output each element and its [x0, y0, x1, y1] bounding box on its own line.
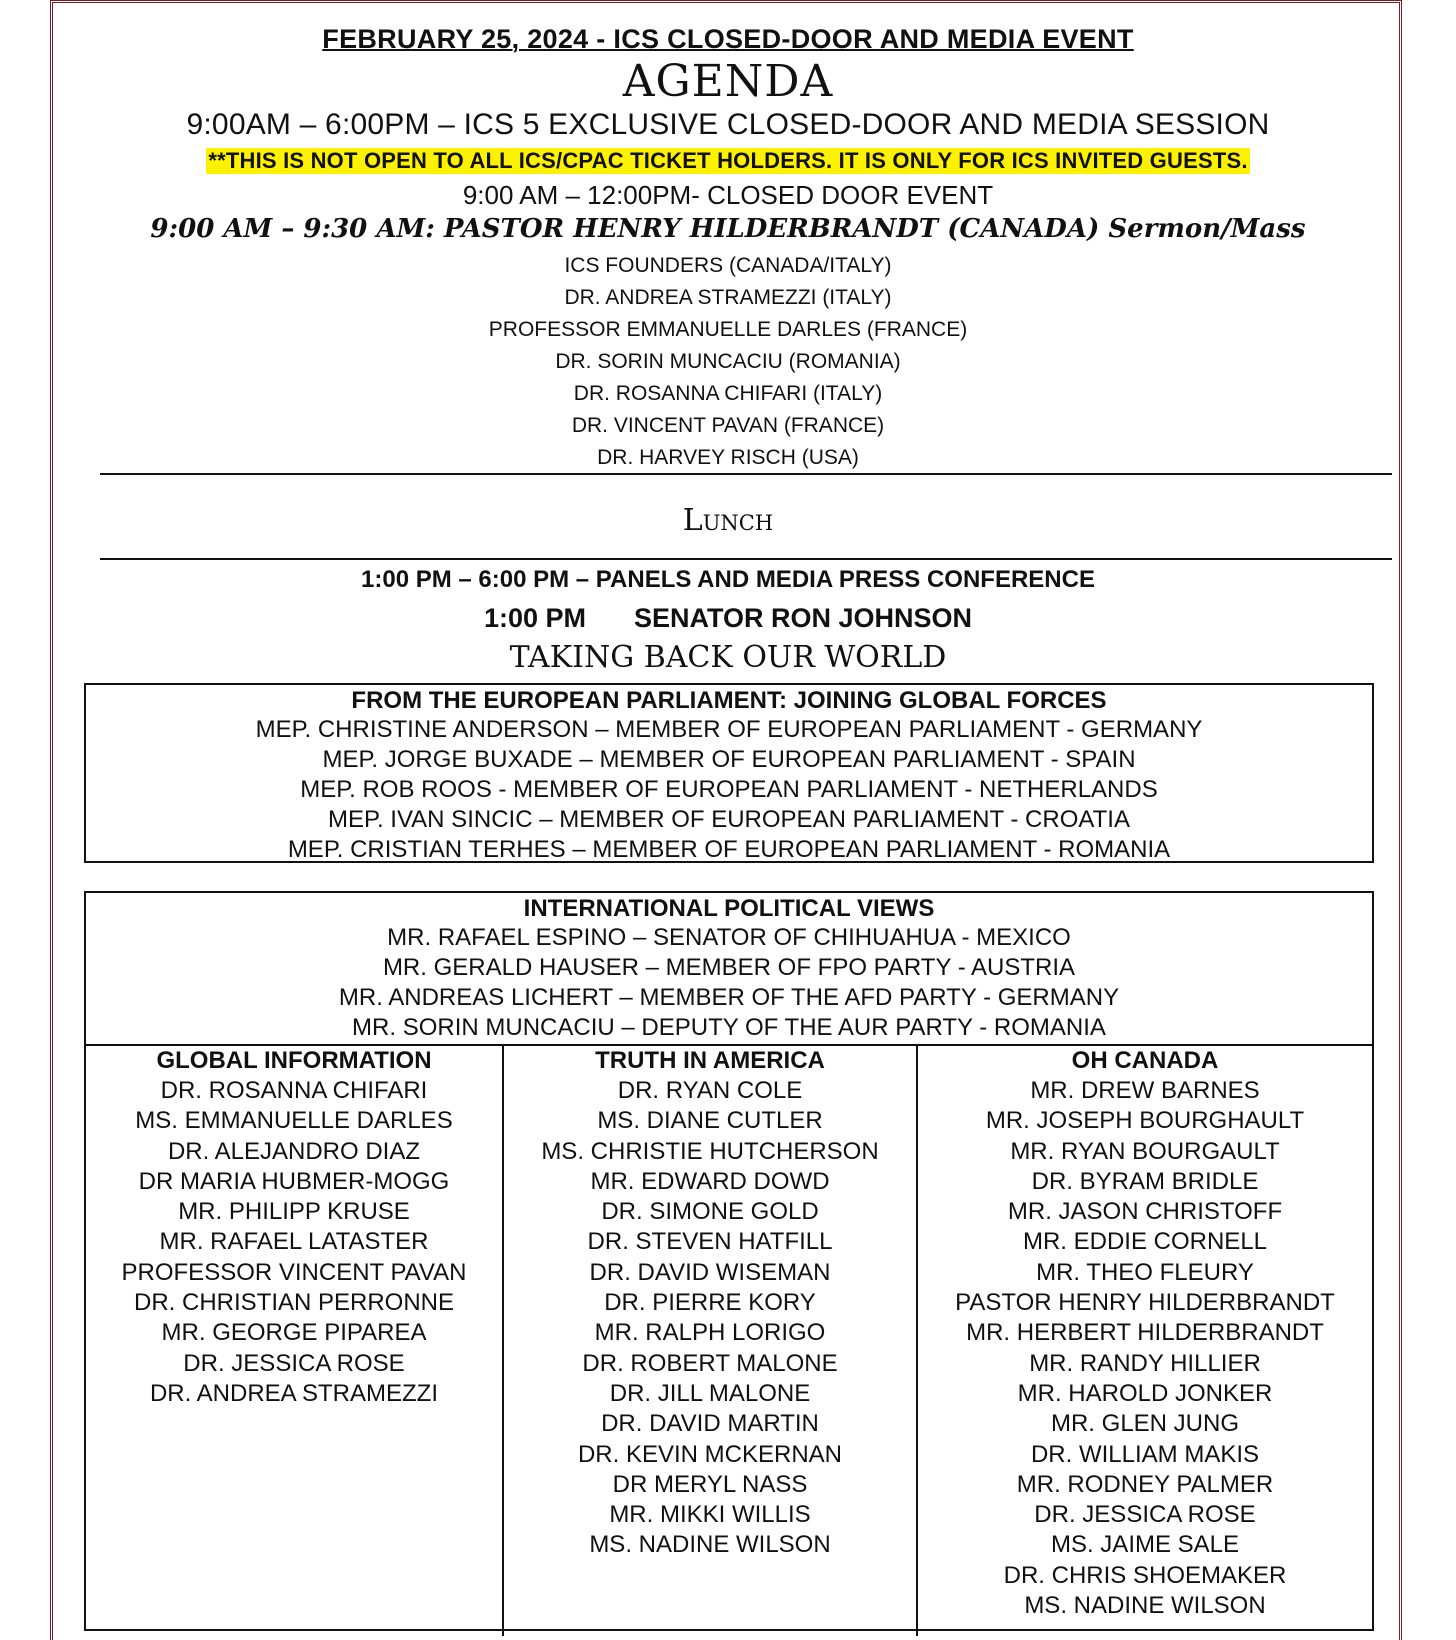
list-item: DR. KEVIN MCKERNAN: [577, 1440, 843, 1468]
list-item: MS. NADINE WILSON: [589, 1531, 831, 1559]
list-item: MEP. IVAN SINCIC – MEMBER OF EUROPEAN PARLIAMENT - CROATIA: [328, 806, 1130, 833]
list-item: DR. ALEJANDRO DIAZ: [167, 1137, 421, 1165]
divider: [100, 473, 1392, 475]
list-item: DR. BYRAM BRIDLE: [1031, 1167, 1259, 1195]
list-item: DR. SORIN MUNCACIU (ROMANIA): [555, 350, 901, 373]
column-heading: TRUTH IN AMERICA: [595, 1047, 825, 1074]
list-item: MR. RANDY HILLIER: [1029, 1349, 1261, 1377]
list-item: DR. ANDREA STRAMEZZI: [149, 1379, 439, 1407]
list-item: DR. CHRIS SHOEMAKER: [1003, 1561, 1287, 1589]
column-oh-canada: [918, 1046, 1372, 1636]
session-line: 9:00AM – 6:00PM – ICS 5 EXCLUSIVE CLOSED-DOOR AND MEDIA SESSION: [186, 108, 1270, 141]
list-item: MEP. JORGE BUXADE – MEMBER OF EUROPEAN PARLIAMENT - SPAIN: [322, 746, 1136, 773]
list-item: MEP. ROB ROOS - MEMBER OF EUROPEAN PARLIAMENT - NETHERLANDS: [300, 776, 1158, 803]
invite-only-notice: **THIS IS NOT OPEN TO ALL ICS/CPAC TICKET HOLDERS. IT IS ONLY FOR ICS INVITED GUESTS.: [208, 148, 1248, 173]
list-item: DR. DAVID MARTIN: [601, 1410, 819, 1438]
list-item: MR. JOSEPH BOURGHAULT: [985, 1107, 1305, 1135]
sermon-line: 9:00 AM – 9:30 AM: PASTOR HENRY HILDERBRANDT (CANADA) Sermon/Mass: [150, 214, 1306, 244]
list-item: DR MARIA HUBMER-MOGG: [138, 1167, 450, 1195]
list-item: MR. RALPH LORIGO: [594, 1319, 826, 1347]
list-item: MR. MIKKI WILLIS: [609, 1501, 811, 1529]
list-item: MEP. CRISTIAN TERHES – MEMBER OF EUROPEAN PARLIAMENT - ROMANIA: [287, 836, 1171, 863]
list-item: DR MERYL NASS: [612, 1470, 808, 1498]
list-item: DR. ANDREA STRAMEZZI (ITALY): [564, 286, 892, 309]
list-item: MS. CHRISTIE HUTCHERSON: [541, 1137, 879, 1165]
event-title: FEBRUARY 25, 2024 - ICS CLOSED-DOOR AND MEDIA EVENT: [322, 24, 1134, 54]
list-item: DR. WILLIAM MAKIS: [1030, 1440, 1260, 1468]
list-item: MR. SORIN MUNCACIU – DEPUTY OF THE AUR PARTY - ROMANIA: [352, 1014, 1106, 1041]
list-item: ICS FOUNDERS (CANADA/ITALY): [564, 254, 892, 277]
list-item: DR. JESSICA ROSE: [1034, 1501, 1256, 1529]
list-item: DR. JILL MALONE: [609, 1379, 811, 1407]
eu-panel-heading: FROM THE EUROPEAN PARLIAMENT: JOINING GLOBAL FORCES: [351, 687, 1107, 714]
list-item: MR. PHILIPP KRUSE: [178, 1198, 410, 1226]
list-item: DR. CHRISTIAN PERRONNE: [133, 1289, 455, 1317]
intl-panel-heading: INTERNATIONAL POLITICAL VIEWS: [523, 895, 935, 922]
list-item: DR. PIERRE KORY: [604, 1289, 816, 1317]
list-item: PROFESSOR VINCENT PAVAN: [121, 1258, 467, 1286]
founders-list: [0, 250, 1456, 474]
panels-title: 1:00 PM – 6:00 PM – PANELS AND MEDIA PRESS CONFERENCE: [361, 566, 1095, 593]
column-heading: GLOBAL INFORMATION: [156, 1047, 432, 1074]
list-item: MR. DREW BARNES: [1030, 1077, 1260, 1104]
list-item: MR. RODNEY PALMER: [1016, 1470, 1274, 1498]
list-item: MR. HAROLD JONKER: [1017, 1379, 1273, 1407]
closed-door-title: 9:00 AM – 12:00PM- CLOSED DOOR EVENT: [462, 180, 994, 210]
list-item: DR. ROBERT MALONE: [582, 1349, 838, 1377]
list-item: DR. RYAN COLE: [617, 1077, 803, 1104]
list-item: MR. RYAN BOURGAULT: [1010, 1137, 1280, 1165]
list-item: DR. ROSANNA CHIFARI (ITALY): [573, 382, 883, 405]
agenda-heading: AGENDA: [622, 56, 834, 107]
list-item: DR. HARVEY RISCH (USA): [597, 446, 859, 469]
list-item: MS. NADINE WILSON: [1024, 1592, 1266, 1620]
divider: [100, 558, 1392, 560]
list-item: DR. DAVID WISEMAN: [589, 1258, 831, 1286]
list-item: MEP. CHRISTINE ANDERSON – MEMBER OF EUROPEAN PARLIAMENT - GERMANY: [255, 716, 1203, 743]
list-item: MR. HERBERT HILDERBRANDT: [966, 1319, 1324, 1347]
list-item: DR. STEVEN HATFILL: [587, 1228, 833, 1256]
list-item: MR. GERALD HAUSER – MEMBER OF FPO PARTY - AUSTRIA: [382, 954, 1076, 981]
list-item: MS. DIANE CUTLER: [597, 1107, 823, 1135]
column-truth-in-america: [504, 1046, 918, 1636]
senator-name: SENATOR RON JOHNSON: [634, 603, 973, 633]
list-item: MR. GEORGE PIPAREA: [161, 1319, 427, 1347]
list-item: MR. JASON CHRISTOFF: [1007, 1198, 1283, 1226]
senator-line: [0, 603, 1456, 634]
list-item: DR. VINCENT PAVAN (FRANCE): [571, 414, 885, 437]
column-global-information: [86, 1046, 504, 1636]
list-item: MR. RAFAEL ESPINO – SENATOR OF CHIHUAHUA - MEXICO: [387, 924, 1071, 951]
list-item: PASTOR HENRY HILDERBRANDT: [955, 1289, 1335, 1317]
list-item: MS. JAIME SALE: [1050, 1531, 1240, 1559]
eu-panel-box: [84, 683, 1374, 863]
talk-title: TAKING BACK OUR WORLD: [509, 640, 947, 675]
list-item: MR. EDWARD DOWD: [590, 1167, 830, 1195]
list-item: PROFESSOR EMMANUELLE DARLES (FRANCE): [488, 318, 968, 341]
notice-wrap: [0, 148, 1456, 174]
list-item: DR. ROSANNA CHIFARI: [160, 1077, 428, 1104]
panel-columns: [86, 1044, 1372, 1636]
list-item: MS. EMMANUELLE DARLES: [135, 1107, 453, 1135]
list-item: MR. RAFAEL LATASTER: [159, 1228, 429, 1256]
lunch-heading: Lunch: [682, 503, 774, 538]
senator-time: 1:00 PM: [483, 603, 586, 633]
list-item: DR. SIMONE GOLD: [601, 1198, 819, 1226]
column-heading: OH CANADA: [1071, 1047, 1219, 1074]
list-item: MR. ANDREAS LICHERT – MEMBER OF THE AFD PARTY - GERMANY: [338, 984, 1120, 1011]
list-item: MR. THEO FLEURY: [1036, 1258, 1254, 1286]
list-item: DR. JESSICA ROSE: [183, 1349, 405, 1377]
intl-panel-box: [84, 891, 1374, 1631]
list-item: MR. GLEN JUNG: [1050, 1410, 1239, 1438]
list-item: MR. EDDIE CORNELL: [1022, 1228, 1268, 1256]
